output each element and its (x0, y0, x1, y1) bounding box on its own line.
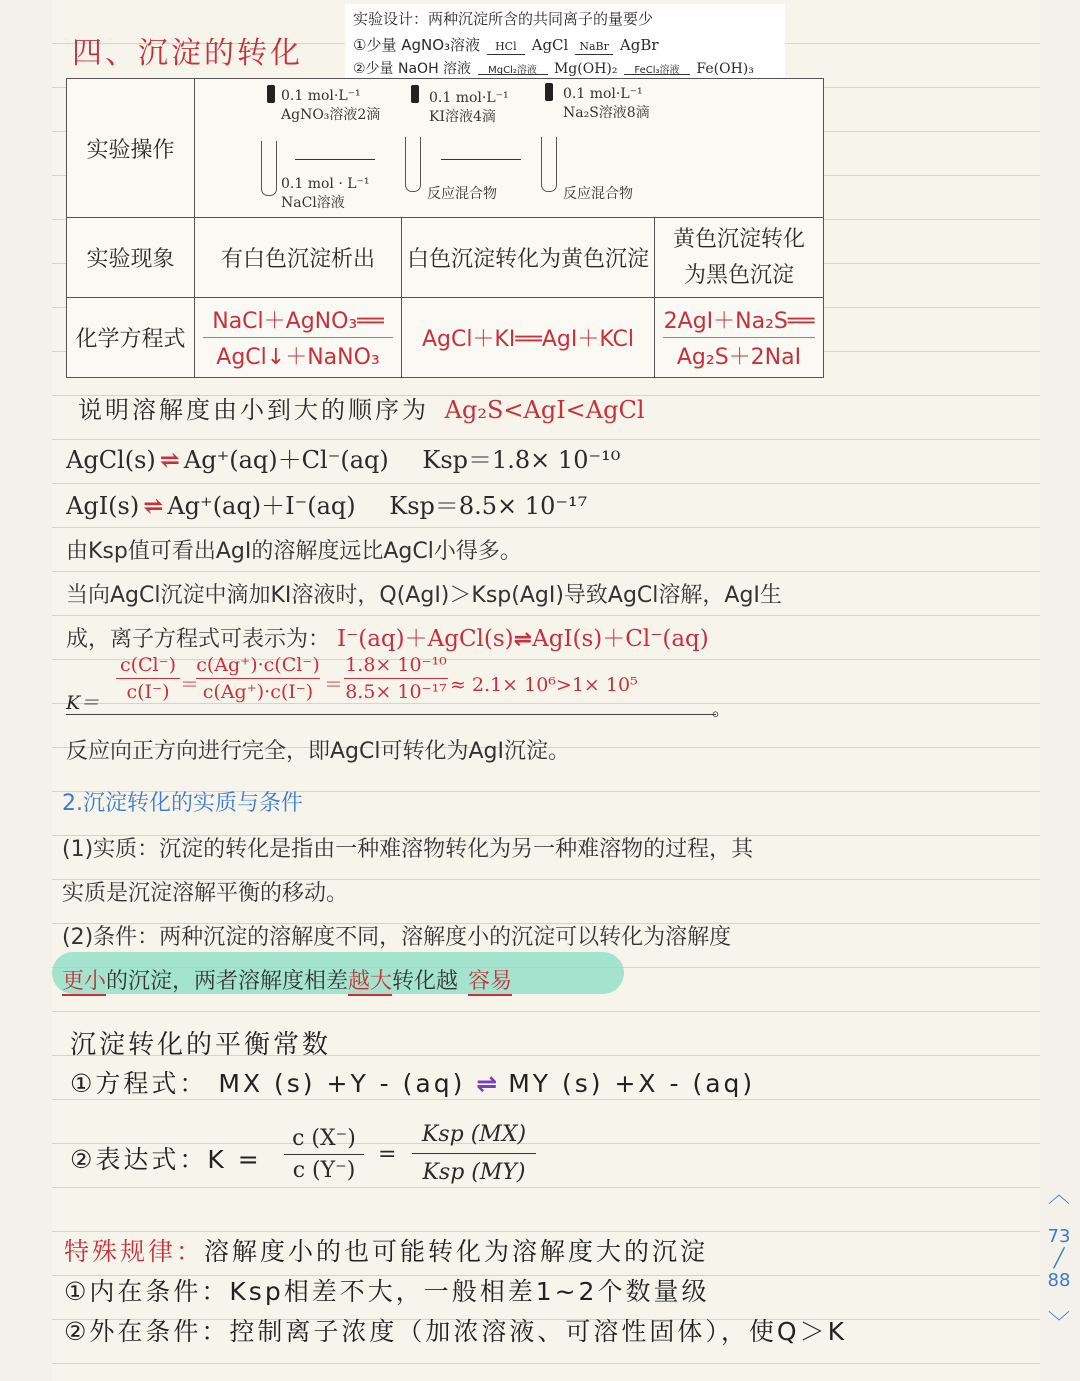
k-expression: K＝ c(Cl⁻) c(I⁻) ＝ c(Ag⁺)·c(Cl⁻) c(Ag⁺)·c(I⁻) ＝ 1.8× 10⁻¹⁰ 8.5× 10⁻¹⁷ ≈ 2.1× 10⁶>1× 10⁵ 。 (66, 654, 732, 720)
dropper-icon (411, 85, 419, 103)
handnote-expression-label: ②表达式：K = (70, 1145, 262, 1174)
page-divider: ╱ (1053, 1248, 1065, 1269)
design-line-1: 实验设计：两种沉淀所含的共同离子的量要少 (353, 10, 654, 28)
solubility-order: 说明溶解度由小到大的顺序为 Ag₂S<AgI<AgCl (78, 396, 645, 424)
design-line-2: ①少量 AgNO₃溶液 HCl AgCl NaBr AgBr (353, 36, 659, 54)
phenomenon-1: 有白色沉淀析出 (195, 218, 402, 298)
total-pages: 88 (1047, 1270, 1071, 1291)
text-ksp-compare: 由Ksp值可看出AgI的溶解度远比AgCl小得多。 (66, 539, 522, 564)
condition-line-1: (2)条件：两种沉淀的溶解度不同，溶解度小的沉淀可以转化为溶解度 (62, 925, 732, 950)
equation-agcl: AgCl(s) ⇌ Ag⁺(aq)＋Cl⁻(aq) Ksp＝1.8× 10⁻¹⁰ (66, 445, 621, 474)
reagent-na2s: 0.1 mol·L⁻¹ Na₂S溶液8滴 (563, 86, 650, 121)
equation-agi: AgI(s) ⇌ Ag⁺(aq)＋I⁻(aq) Ksp＝8.5× 10⁻¹⁷ (66, 491, 588, 520)
page-up-icon[interactable]: ︿ (1047, 1183, 1070, 1208)
sub-heading: 2.沉淀转化的实质与条件 (62, 791, 303, 816)
arrow-icon (295, 159, 375, 160)
reagent-agno3: 0.1 mol·L⁻¹ AgNO₃溶液2滴 (281, 88, 381, 123)
text-add-ki: 当向AgCl沉淀中滴加KI溶液时，Q(AgI)＞Ksp(AgI)导致AgCl溶解，AgI生 (66, 583, 782, 608)
row-label-phenomenon: 实验现象 (67, 218, 195, 298)
dropper-icon (545, 83, 553, 101)
hand-fraction-1: c (X⁻) c (Y⁻) (284, 1126, 364, 1183)
current-page: 73 (1047, 1226, 1071, 1247)
fraction-1: c(Cl⁻) c(I⁻) (116, 654, 180, 703)
handnote-title: 沉淀转化的平衡常数 (70, 1030, 332, 1060)
special-outer: ②外在条件：控制离子浓度（加浓溶液、可溶性固体），使Q＞K (64, 1317, 847, 1346)
test-tube-icon (405, 137, 421, 192)
condition-line-2: 更小的沉淀，两者溶解度相差越大转化越 容易 (62, 969, 513, 994)
hand-fraction-2: Ksp (MX) Ksp (MY) (412, 1122, 536, 1185)
equation-1: NaCl＋AgNO₃══ AgCl↓＋NaNO₃ (195, 298, 402, 378)
operation-diagram (195, 79, 824, 218)
equation-2: AgCl＋KI══AgI＋KCl (402, 298, 655, 378)
row-label-equation: 化学方程式 (67, 298, 195, 378)
text-ionic-equation: 成，离子方程式可表示为： I⁻(aq)＋AgCl(s)⇌AgI(s)＋Cl⁻(aq) (66, 626, 709, 652)
fraction-3: 1.8× 10⁻¹⁰ 8.5× 10⁻¹⁷ (345, 654, 447, 703)
section-title: 四、沉淀的转化 (72, 36, 303, 71)
hand-equals: = (378, 1142, 397, 1167)
essence-line-2: 实质是沉淀溶解平衡的移动。 (62, 881, 349, 906)
fraction-2: c(Ag⁺)·c(Cl⁻) c(Ag⁺)·c(I⁻) (196, 654, 320, 703)
handnote-equation: ①方程式： MX (s) +Y - (aq) ⇌ MY (s) +X - (aq) (70, 1069, 756, 1098)
page-down-icon[interactable]: ﹀ (1047, 1311, 1070, 1336)
special-rule: 特殊规律：溶解度小的也可能转化为溶解度大的沉淀 (64, 1237, 709, 1266)
text-complete: 反应向正方向进行完全，即AgCl可转化为AgI沉淀。 (66, 739, 570, 764)
phenomenon-2: 白色沉淀转化为黄色沉淀 (402, 218, 655, 298)
arrow-icon (441, 159, 521, 160)
dropper-icon (267, 85, 275, 103)
phenomenon-3: 黄色沉淀转化 为黑色沉淀 (655, 218, 824, 298)
design-note (345, 4, 785, 80)
test-tube-icon (261, 141, 277, 196)
test-tube-icon (541, 137, 557, 192)
essence-line-1: (1)实质：沉淀的转化是指由一种难溶物转化为另一种难溶物的过程，其 (62, 837, 754, 862)
experiment-table (66, 78, 824, 378)
equation-3: 2AgI＋Na₂S══ Ag₂S＋2NaI (655, 298, 824, 378)
reagent-ki: 0.1 mol·L⁻¹ KI溶液4滴 (429, 90, 509, 125)
special-inner: ①内在条件：Ksp相差不大，一般相差1~2个数量级 (64, 1277, 710, 1306)
design-line-3: ②少量 NaOH 溶液 MgCl₂溶液 Mg(OH)₂ FeCl₃溶液 Fe(OH)₃ (353, 61, 754, 77)
mixture-label-2: 反应混合物 (563, 186, 633, 202)
row-label-operation: 实验操作 (67, 79, 195, 218)
mixture-label-1: 反应混合物 (427, 186, 497, 202)
base-nacl: 0.1 mol · L⁻¹ NaCl溶液 (281, 176, 370, 211)
